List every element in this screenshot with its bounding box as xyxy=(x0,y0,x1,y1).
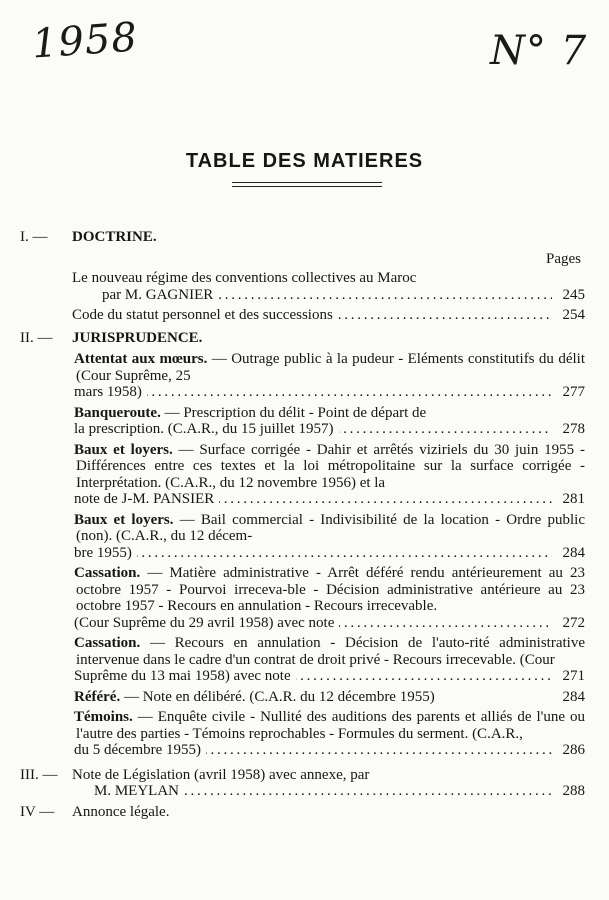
section-annonce-heading xyxy=(20,804,585,821)
entry-last-line xyxy=(76,615,585,632)
pages-column-label: Pages xyxy=(546,250,581,267)
entry-text: Le nouveau régime des conventions collectives au Maroc xyxy=(72,270,417,286)
leader-dots xyxy=(184,783,552,800)
leader-dots xyxy=(339,421,552,438)
leader-dots xyxy=(219,491,552,508)
toc-entry xyxy=(20,270,585,303)
entry-author: M. MEYLAN xyxy=(94,783,179,799)
entry-last-line xyxy=(76,742,585,759)
page-number: 277 xyxy=(562,384,585,400)
toc-entry xyxy=(20,512,585,562)
section-legislation-heading xyxy=(20,767,585,784)
toc-entry xyxy=(20,442,585,508)
page-number: 281 xyxy=(562,491,585,507)
section-jurisprudence-heading xyxy=(20,330,585,347)
toc-entry xyxy=(20,783,585,800)
entry-text-end: mars 1958) xyxy=(74,384,142,400)
section-numeral: I. — xyxy=(20,229,48,245)
entry-keyword: Baux et loyers. xyxy=(74,441,173,458)
leader-dots xyxy=(206,742,552,759)
entry-last-line xyxy=(94,783,585,800)
entry-keyword: Banqueroute. xyxy=(74,404,161,421)
page-number: 284 xyxy=(562,544,585,561)
entry-text-end: note de J-M. PANSIER xyxy=(74,491,215,507)
section-doctrine-heading xyxy=(20,229,585,246)
entry-text: — Prescription du délit - Point de départ de xyxy=(160,404,427,421)
toc-entry xyxy=(20,709,585,759)
page-number: 245 xyxy=(562,286,585,303)
page-number: 254 xyxy=(562,307,585,323)
entry-last-line xyxy=(76,384,585,401)
page-number: 271 xyxy=(562,668,585,684)
handwritten-year: 1958 xyxy=(30,14,140,68)
section-text: Annonce légale. xyxy=(72,803,170,820)
section-title: JURISPRUDENCE. xyxy=(72,329,203,346)
section-numeral: IV — xyxy=(20,803,55,820)
toc-entry xyxy=(20,405,585,438)
entry-keyword: Attentat aux mœurs. xyxy=(74,351,208,367)
handwritten-number: N° 7 xyxy=(490,28,588,74)
table-of-contents xyxy=(20,229,585,825)
page-number: 288 xyxy=(562,783,585,799)
page-number: 286 xyxy=(562,742,585,758)
entry-text: — Recours en annulation - Décision de l'auto-rité administrative intervenue dans le cadre d'un contrat de droit privé - Recours irrecevable. (Cour xyxy=(76,635,585,668)
section-numeral: III. — xyxy=(20,766,58,783)
toc-entry xyxy=(20,565,585,631)
entry-text-end: du 5 décembre 1955) xyxy=(74,742,202,758)
toc-entry xyxy=(20,635,585,685)
entry-keyword: Cassation. xyxy=(74,635,141,651)
entry-keyword: Référé. xyxy=(74,688,121,705)
section-text: Note de Législation (avril 1958) avec annexe, par xyxy=(72,766,370,783)
leader-dots xyxy=(147,384,552,401)
entry-last-line xyxy=(76,491,585,508)
leader-dots xyxy=(338,307,552,324)
entry-last-line xyxy=(76,421,585,438)
entry-text-end: bre 1955) xyxy=(74,544,132,561)
entry-text-end: la prescription. (C.A.R., du 15 juillet 1957) xyxy=(74,421,334,437)
page-title: TABLE DES MATIERES xyxy=(185,150,424,172)
entry-text: — Enquête civile - Nullité des auditions des parents et alliés de l'une ou l'autre des parties - Témoins reprochables - Formules du serment. (C.A.R., xyxy=(76,709,585,742)
entry-text: — Bail commercial - Indivisibilité de la location - Ordre public (non). (C.A.R., du 12 décem- xyxy=(76,511,585,544)
entry-text-end: Suprême du 13 mai 1958) avec note xyxy=(74,668,291,684)
entry-text: — Note en délibéré. (C.A.R. du 12 décembre 1955) xyxy=(120,688,435,705)
page-number: 284 xyxy=(562,688,585,705)
leader-dots xyxy=(218,287,552,304)
leader-dots xyxy=(137,545,552,562)
entry-text: — Matière administrative - Arrêt déféré rendu antérieurement au 23 octobre 1957 - Pourvoi irreceva-ble - Décision administrative antérieure au 23 octobre 1957 - Recours en annulation - Recours irrecevable. xyxy=(76,565,585,614)
leader-dots xyxy=(296,668,552,685)
entry-text: — Outrage public à la pudeur - Eléments constitutifs du délit (Cour Suprême, 25 xyxy=(76,351,586,384)
leader-dots xyxy=(339,615,552,632)
toc-entry xyxy=(20,351,585,401)
entry-keyword: Cassation. xyxy=(74,565,141,581)
toc-entry xyxy=(20,689,585,706)
page-number: 278 xyxy=(562,421,585,437)
title-underline xyxy=(232,182,382,183)
title-underline-second xyxy=(232,186,382,187)
entry-text-end: (Cour Suprême du 29 avril 1958) avec note xyxy=(74,614,335,631)
section-title: DOCTRINE. xyxy=(72,229,157,245)
entry-author: par M. GAGNIER xyxy=(102,286,214,303)
entry-last-line xyxy=(72,287,585,304)
entry-keyword: Baux et loyers. xyxy=(74,511,174,528)
entry-text: Code du statut personnel et des successions xyxy=(72,307,333,323)
entry-text: — Surface corrigée - Dahir et arrêtés viziriels du 30 juin 1955 - Différences entre ces textes et la loi métropolitaine sur la surface corrigée - Interprétation. (C.A.R., du 12 novembre 1956) et la xyxy=(76,441,585,491)
entry-last-line xyxy=(72,307,585,324)
entry-last-line xyxy=(76,545,585,562)
toc-entry xyxy=(20,307,585,324)
entry-last-line xyxy=(76,668,585,685)
entry-last-line xyxy=(76,689,585,706)
page-number: 272 xyxy=(562,614,585,631)
section-numeral: II. — xyxy=(20,329,53,346)
entry-keyword: Témoins. xyxy=(74,709,133,725)
